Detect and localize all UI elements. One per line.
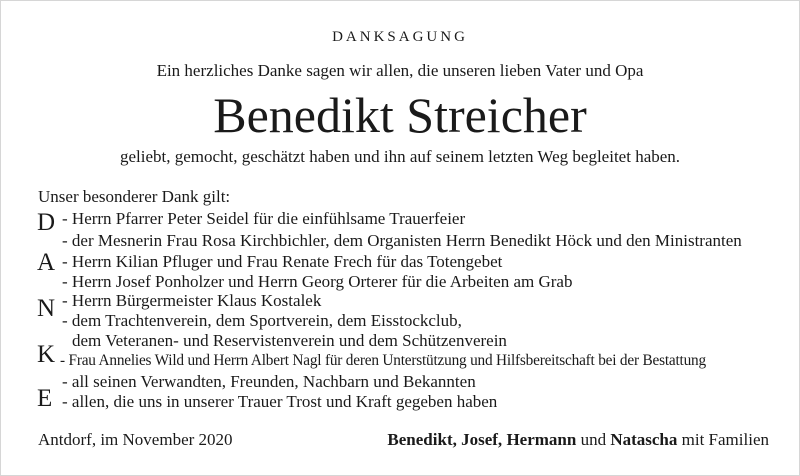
signature-name: Natascha — [610, 430, 678, 449]
signature-name: Hermann — [506, 430, 577, 449]
thanks-line: - Frau Annelies Wild und Herrn Albert Nagl für deren Unterstützung und Hilfsbereitschaft bei der Bestattung — [60, 352, 706, 369]
signature-name: Josef, — [461, 430, 503, 449]
thanks-line: - Herrn Josef Ponholzer und Herrn Georg Orterer für die Arbeiten am Grab — [62, 272, 573, 291]
thanks-line: - Herrn Kilian Pfluger und Frau Renate Frech für das Totengebet — [62, 252, 503, 271]
thanks-line: - allen, die uns in unserer Trauer Trost und Kraft gegeben haben — [62, 392, 498, 411]
thanks-line: dem Veteranen- und Reservistenverein und dem Schützenverein — [72, 331, 507, 350]
thanks-line: - der Mesnerin Frau Rosa Kirchbichler, dem Organisten Herrn Benedikt Höck und den Ministranten — [62, 231, 742, 250]
danke-letter-a: A — [37, 249, 56, 276]
thanks-line: - Herrn Bürgermeister Klaus Kostalek — [62, 291, 322, 310]
danke-letter-k: K — [37, 341, 56, 368]
signature-name: Benedikt, — [387, 430, 457, 449]
thanks-line: - Herrn Pfarrer Peter Seidel für die einfühlsame Trauerfeier — [62, 209, 466, 228]
notice-kicker: DANKSAGUNG — [332, 29, 468, 45]
thanks-heading: Unser besonderer Dank gilt: — [38, 187, 231, 206]
signature — [387, 430, 769, 450]
thanks-line: - all seinen Verwandten, Freunden, Nachbarn und Bekannten — [62, 372, 476, 391]
deceased-name: Benedikt Streicher — [213, 87, 587, 143]
danke-letter-e: E — [37, 385, 53, 412]
signature-conjunction: und — [580, 430, 607, 449]
intro-text: Ein herzliches Danke sagen wir allen, die unseren lieben Vater und Opa — [156, 61, 644, 80]
thanks-line: - dem Trachtenverein, dem Sportverein, dem Eisstockclub, — [62, 311, 462, 330]
danke-letter-d: D — [37, 209, 56, 236]
danke-letter-n: N — [37, 295, 56, 322]
place-date: Antdorf, im November 2020 — [38, 430, 233, 449]
outro-text: geliebt, gemocht, geschätzt haben und ihn auf seinem letzten Weg begleitet haben. — [119, 147, 681, 166]
signature-suffix: mit Familien — [681, 430, 769, 449]
